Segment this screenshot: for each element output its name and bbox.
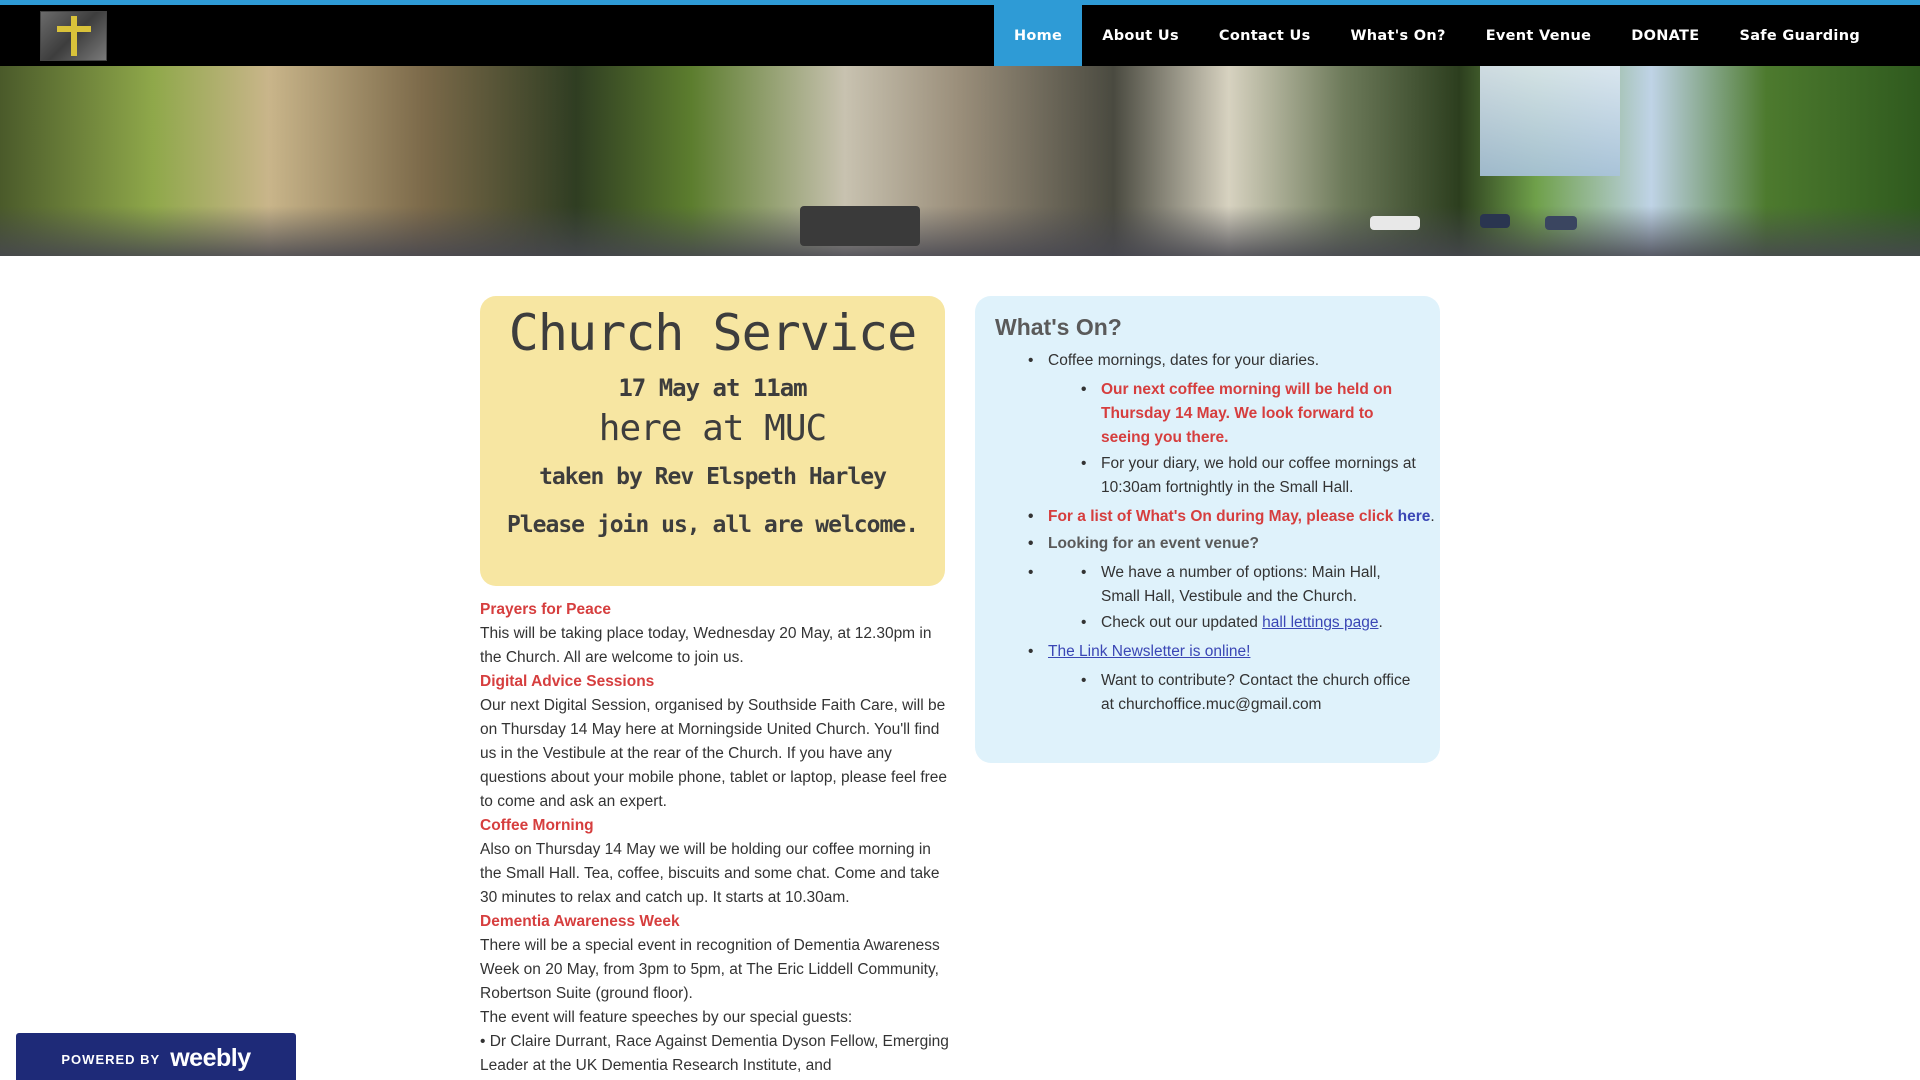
powered-by-weebly-badge[interactable] <box>16 1033 296 1080</box>
service-title: Church Service <box>508 304 917 362</box>
whats-on-title: What's On? <box>995 314 1122 340</box>
list-item: • Looking for an event venue? <box>1048 532 1428 556</box>
hall-lettings-link[interactable]: hall lettings page <box>1262 614 1379 631</box>
list-item: • For a list of What's On during May, please click here. <box>1048 505 1438 529</box>
list-item: • Our next coffee morning will be held on Thursday 14 May. We look forward to seeing you there. <box>1101 378 1421 450</box>
service-date: 17 May at 11am <box>618 374 807 402</box>
nav-about-us[interactable]: About Us <box>1102 27 1179 44</box>
newsletter-link[interactable]: The Link Newsletter is online! <box>1048 643 1251 660</box>
cross-icon <box>71 16 77 56</box>
prayers-heading: Prayers for Peace <box>480 601 611 618</box>
digital-text: Our next Digital Session, organised by Southside Faith Care, will be on Thursday 14 May here at Morningside United Church. You'll find us in the Vestibule at the rear of the Church. If you have any questions about your mobile phone, tablet or laptop, please feel free to come and ask an expert. <box>480 697 948 810</box>
nav-contact-us[interactable]: Contact Us <box>1218 27 1311 44</box>
dementia-heading: Dementia Awareness Week <box>480 913 680 930</box>
nav-safe-guarding[interactable]: Safe Guarding <box>1739 27 1860 44</box>
whats-on-list-link[interactable]: here <box>1397 508 1431 525</box>
service-place: here at MUC <box>598 408 827 449</box>
site-header <box>0 5 1920 66</box>
list-item: • For your diary, we hold our coffee mornings at 10:30am fortnightly in the Small Hall. <box>1101 452 1431 500</box>
nav-donate[interactable]: DONATE <box>1631 27 1700 44</box>
weebly-logo: weebly <box>170 1043 251 1072</box>
coffee-text: Also on Thursday 14 May we will be holding our coffee morning in the Small Hall. Tea, coffee, biscuits and some chat. Come and take 30 minutes to relax and catch up. It starts at 10.30am. <box>480 841 940 906</box>
news-column <box>480 598 950 1078</box>
church-service-panel <box>480 296 945 586</box>
nav-whats-on[interactable]: What's On? <box>1350 27 1446 44</box>
street-banner-image <box>0 66 1920 256</box>
powered-by-label: POWERED BY <box>61 1051 161 1067</box>
whats-on-panel: What's On? • Coffee mornings, dates for your diaries. • Our next coffee morning will be held on Thursday 14 May. We look forward to seeing you there. • For your diary, we hold our coffee mornings at 10:30am fortnightly in the Small Hall. • For a list of What's On during May, please click here. • Looking for an event venue? • • We have a number of options: Main Hall, Small Hall, Vestibule and the Church. • Check out our updated hall lettings page. • The Link Newsletter is online! • Want to contribute? Contact the church office at churchoffice.muc@gmail.com <box>975 296 1440 763</box>
list-item <box>1048 640 1428 664</box>
nav-home[interactable]: Home <box>994 5 1082 66</box>
digital-heading: Digital Advice Sessions <box>480 673 655 690</box>
list-item: • Coffee mornings, dates for your diaries. <box>1048 349 1428 373</box>
speeches-text: The event will feature speeches by our special guests: <box>480 1009 853 1026</box>
guest-item: • Dr Claire Durrant, Race Against Dementia Dyson Fellow, Emerging Leader at the UK Dementia Research Institute, and <box>480 1033 949 1074</box>
service-minister: taken by Rev Elspeth Harley <box>539 464 886 490</box>
main-nav <box>994 5 1880 66</box>
list-item: • Want to contribute? Contact the church office at churchoffice.muc@gmail.com <box>1101 669 1421 717</box>
service-welcome: Please join us, all are welcome. <box>506 512 919 538</box>
list-item: • Check out our updated hall lettings page. <box>1101 611 1431 635</box>
prayers-text: This will be taking place today, Wednesday 20 May, at 12.30pm in the Church. All are welcome to join us. <box>480 625 932 666</box>
nav-event-venue[interactable]: Event Venue <box>1485 27 1592 44</box>
coffee-heading: Coffee Morning <box>480 817 594 834</box>
church-logo[interactable] <box>40 11 107 61</box>
list-item: • We have a number of options: Main Hall, Small Hall, Vestibule and the Church. <box>1101 561 1421 609</box>
dementia-text: There will be a special event in recognition of Dementia Awareness Week on 20 May, from 3pm to 5pm, at The Eric Liddell Community, Robertson Suite (ground floor). <box>480 937 940 1002</box>
